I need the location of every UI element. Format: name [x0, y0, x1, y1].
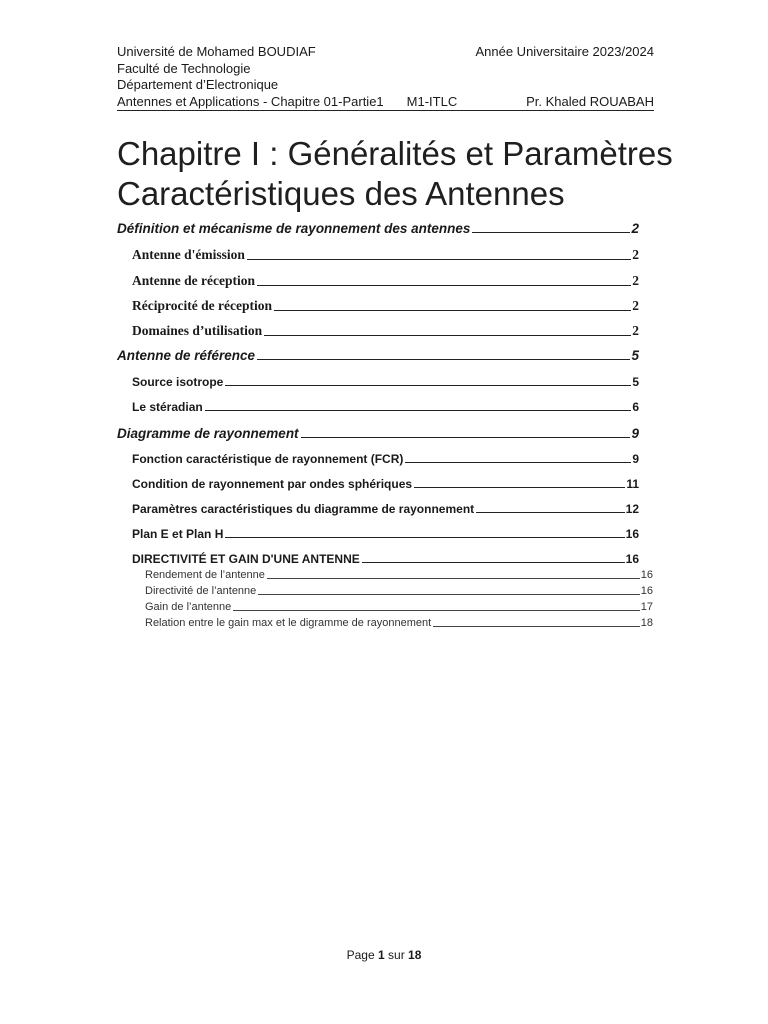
footer-total-pages: 18 [408, 948, 422, 962]
toc-leader [205, 410, 632, 411]
academic-year: Année Universitaire 2023/2024 [475, 44, 654, 59]
toc-entry-label: Antenne de réception [132, 273, 255, 288]
toc-entry[interactable] [132, 298, 639, 314]
toc-entry[interactable] [132, 552, 639, 566]
toc-entry-label: Domaines d’utilisation [132, 323, 263, 338]
toc-entry-page: 9 [631, 426, 639, 441]
toc-entry-page: 16 [640, 569, 653, 581]
toc-entry-label: Condition de rayonnement par ondes sphériques [132, 477, 413, 491]
toc-leader [414, 487, 625, 488]
toc-entry[interactable] [145, 601, 653, 613]
header-row-1 [117, 44, 654, 61]
toc-entry-page: 12 [625, 502, 639, 516]
toc-leader [472, 232, 630, 233]
toc-leader [476, 512, 625, 513]
toc-entry-label: Réciprocité de réception [132, 298, 272, 313]
toc-entry-page: 2 [631, 221, 639, 236]
toc-entry-page: 2 [632, 273, 639, 288]
department-name: Département d’Electronique [117, 77, 279, 92]
professor-name: Pr. Khaled ROUABAH [526, 93, 654, 109]
toc-entry[interactable] [132, 247, 639, 263]
toc-entry-label: Plan E et Plan H [132, 527, 224, 541]
toc-entry-label: Relation entre le gain max et le digramme de rayonnement [145, 617, 432, 629]
toc-leader [264, 335, 631, 336]
toc-leader [258, 594, 639, 595]
toc-entry-page: 5 [632, 375, 639, 389]
toc-entry[interactable] [117, 426, 639, 441]
toc-entry[interactable] [117, 221, 639, 236]
university-name: Université de Mohamed BOUDIAF [117, 44, 316, 59]
toc-entry-label: Source isotrope [132, 375, 224, 389]
header-row-3 [117, 77, 654, 94]
toc-entry-page: 16 [625, 552, 639, 566]
toc-entry[interactable] [132, 477, 639, 491]
toc-leader [257, 359, 630, 360]
toc-entry[interactable] [145, 585, 653, 597]
toc-entry[interactable] [132, 273, 639, 289]
toc-leader [362, 562, 625, 563]
toc-leader [225, 537, 624, 538]
toc-entry-label: Directivité de l’antenne [145, 585, 257, 597]
chapter-title: Chapitre I : Généralités et Paramètres Caractéristiques des Antennes [117, 135, 673, 212]
toc-entry[interactable] [145, 569, 653, 581]
page-header [117, 44, 654, 111]
toc-leader [301, 437, 631, 438]
toc-entry-label: Rendement de l’antenne [145, 569, 265, 581]
toc-leader [225, 385, 631, 386]
toc-leader [267, 578, 640, 579]
page-footer [0, 948, 768, 962]
toc-entry-label: DIRECTIVITÉ ET GAIN D'UNE ANTENNE [132, 552, 360, 566]
toc-entry-label: Définition et mécanisme de rayonnement des antennes [117, 221, 471, 236]
toc-entry-label: Le stéradian [132, 400, 203, 414]
toc-entry-label: Antenne d'émission [132, 247, 245, 262]
toc-entry-page: 16 [640, 585, 653, 597]
toc-entry-page: 11 [626, 477, 639, 491]
header-row-2 [117, 61, 654, 78]
header-row-4 [117, 94, 654, 112]
toc-entry-page: 6 [632, 400, 639, 414]
course-name: Antennes et Applications - Chapitre 01-Partie1 [117, 93, 384, 109]
toc-leader [433, 626, 640, 627]
toc-entry-page: 17 [640, 601, 653, 613]
toc-entry-label: Paramètres caractéristiques du diagramme de rayonnement [132, 502, 475, 516]
footer-page-prefix: Page [346, 948, 375, 962]
toc-entry-page: 2 [632, 247, 639, 262]
toc-entry-label: Antenne de référence [117, 348, 256, 363]
footer-page-middle: sur [388, 948, 405, 962]
toc-leader [405, 462, 631, 463]
toc-entry-page: 9 [632, 452, 639, 466]
toc-entry[interactable] [145, 617, 653, 629]
toc-entry-page: 16 [625, 527, 639, 541]
toc-leader [233, 610, 640, 611]
toc-leader [247, 259, 631, 260]
toc-entry[interactable] [132, 502, 639, 516]
toc-entry-page: 2 [632, 298, 639, 313]
toc-entry-page: 18 [640, 617, 653, 629]
toc-entry-label: Gain de l’antenne [145, 601, 232, 613]
course-level: M1-ITLC [406, 93, 458, 109]
toc-entry[interactable] [132, 452, 639, 466]
faculty-name: Faculté de Technologie [117, 60, 251, 76]
toc-entry[interactable] [132, 375, 639, 389]
toc-entry-label: Fonction caractéristique de rayonnement (FCR) [132, 452, 404, 466]
toc-entry-label: Diagramme de rayonnement [117, 426, 299, 441]
toc-leader [257, 285, 631, 286]
toc-entry[interactable] [132, 400, 639, 414]
toc-entry-page: 2 [632, 323, 639, 338]
toc-entry[interactable] [132, 527, 639, 541]
toc-entry[interactable] [117, 348, 639, 363]
toc-entry[interactable] [132, 323, 639, 339]
toc-leader [274, 310, 631, 311]
toc-entry-page: 5 [631, 348, 639, 363]
footer-current-page: 1 [377, 948, 385, 962]
